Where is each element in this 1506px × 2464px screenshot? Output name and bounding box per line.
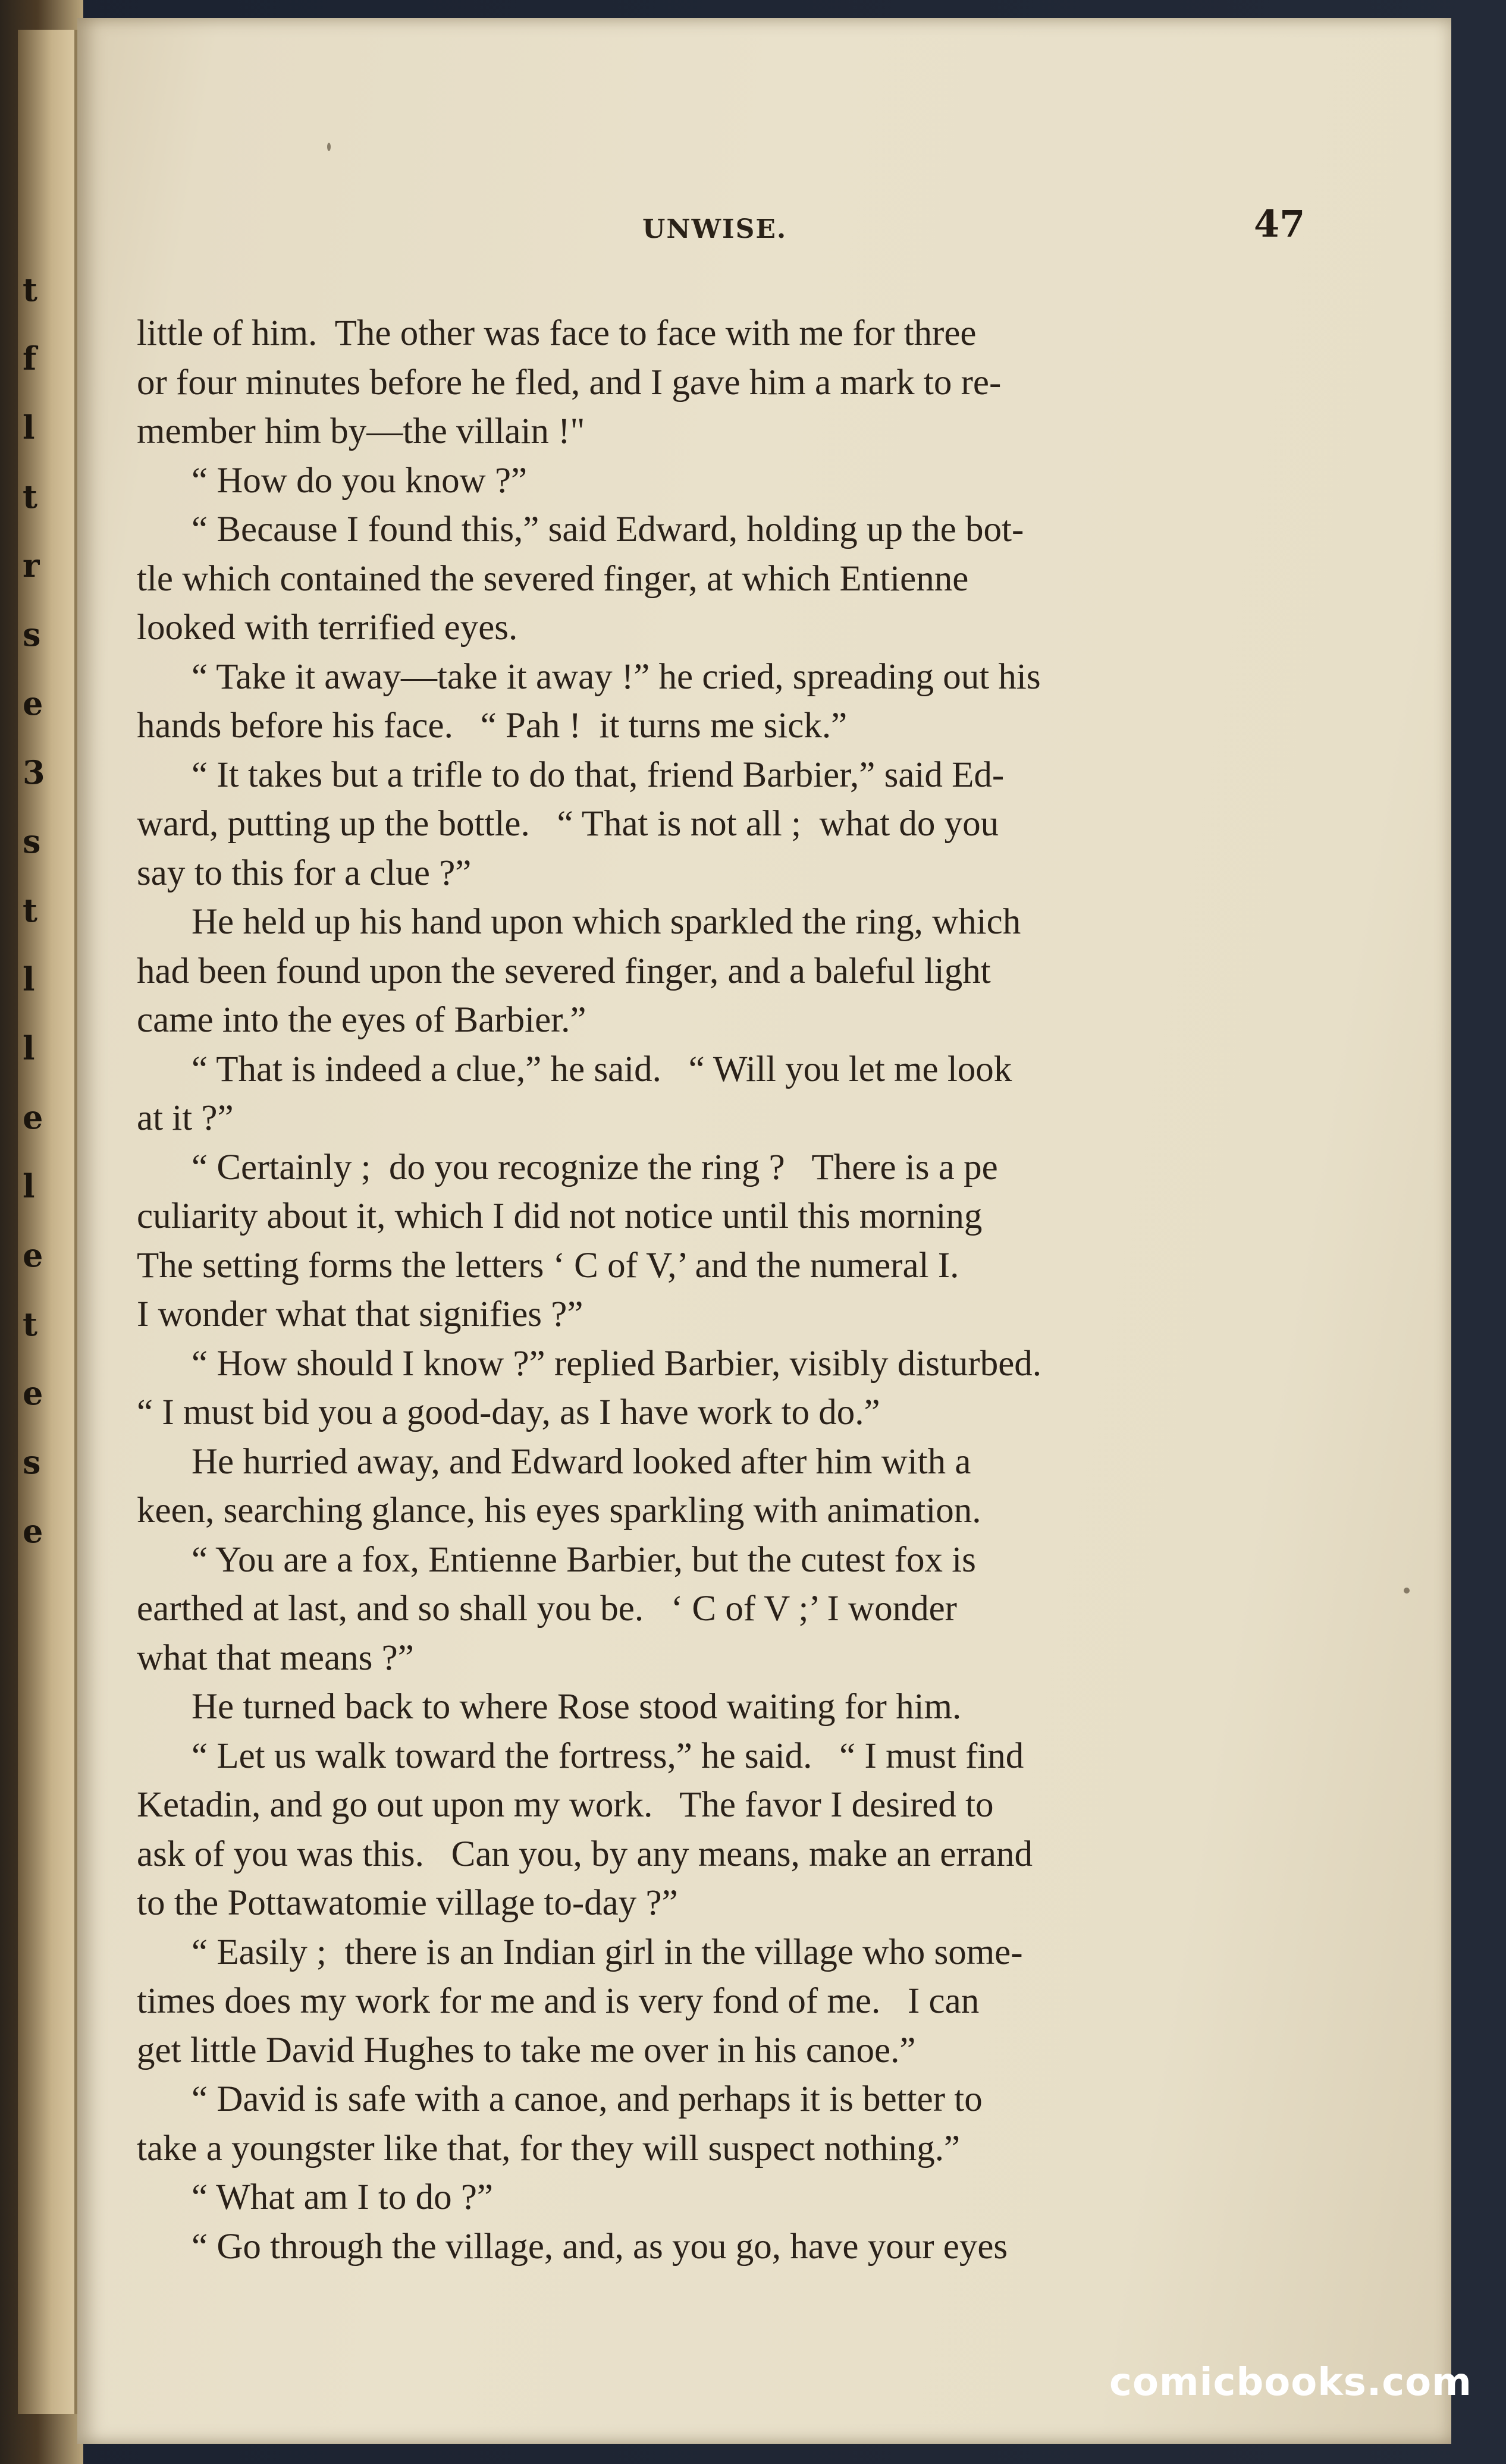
facing-page-glyph: s — [23, 1443, 41, 1481]
text-line: came into the eyes of Barbier.” — [137, 1000, 586, 1040]
facing-page-glyph: l — [23, 1029, 35, 1067]
text-line: at it ?” — [137, 1098, 234, 1138]
text-line: I wonder what that signifies ?” — [137, 1294, 583, 1334]
running-head — [77, 202, 1451, 256]
text-line: member him by—the villain !" — [137, 411, 585, 451]
facing-page-glyph: l — [23, 1167, 35, 1205]
facing-page-glyph: r — [23, 546, 40, 584]
text-line: take a youngster like that, for they will suspect nothing.” — [137, 2128, 961, 2168]
text-line: say to this for a clue ?” — [137, 853, 472, 893]
facing-page-glyph: e — [23, 1374, 43, 1412]
text-line: “ What am I to do ?” — [192, 2177, 494, 2217]
facing-page-glyph: s — [23, 615, 41, 653]
text-line: tle which contained the severed finger, at which Entienne — [137, 558, 969, 599]
text-line: “ Certainly ; do you recognize the ring ? There is a pe — [192, 1147, 998, 1187]
text-line: “ You are a fox, Entienne Barbier, but the cutest fox is — [192, 1539, 976, 1580]
text-line: culiarity about it, which I did not notice until this morning — [137, 1196, 983, 1236]
facing-page-glyph: t — [23, 1305, 37, 1343]
facing-page-glyph: t — [23, 891, 37, 929]
facing-page-glyph: l — [23, 408, 35, 447]
ink-speck — [1404, 1588, 1410, 1594]
text-line: He turned back to where Rose stood waiting for him. — [192, 1687, 962, 1727]
facing-page-glyph: s — [23, 822, 41, 860]
watermark: comicbooks.com — [1109, 2361, 1472, 2405]
facing-page-glyph: e — [23, 1512, 43, 1550]
text-line: keen, searching glance, his eyes sparkling with animation. — [137, 1491, 981, 1530]
text-line: looked with terrified eyes. — [137, 608, 518, 648]
text-line: times does my work for me and is very fond of me. I can — [137, 1981, 980, 2021]
text-line: “ Because I found this,” said Edward, holding up the bot- — [192, 510, 1024, 549]
facing-page-glyph: 3 — [23, 753, 45, 791]
text-line: ask of you was this. Can you, by any means, make an errand — [137, 1834, 1033, 1874]
text-line: “ Easily ; there is an Indian girl in the village who some- — [192, 1932, 1023, 1972]
facing-page-glyph: e — [23, 1236, 43, 1274]
text-line: what that means ?” — [137, 1638, 414, 1678]
body-text — [137, 309, 1380, 2271]
text-line: had been found upon the severed finger, and a baleful light — [137, 951, 991, 991]
text-line: “ How do you know ?” — [192, 460, 528, 501]
text-line: Ketadin, and go out upon my work. The favor I desired to — [137, 1785, 994, 1825]
ink-speck — [327, 143, 331, 151]
facing-page-glyph: e — [23, 1098, 43, 1136]
text-line: He held up his hand upon which sparkled the ring, which — [192, 902, 1021, 942]
page-number: 47 — [1254, 202, 1306, 246]
text-line: He hurried away, and Edward looked after him with a — [192, 1441, 971, 1482]
text-line: The setting forms the letters ‘ C of V,’ and the numeral I. — [137, 1245, 959, 1286]
text-line: “ David is safe with a canoe, and perhaps it is better to — [192, 2079, 983, 2119]
text-line: earthed at last, and so shall you be. ‘ C of V ;’ I wonder — [137, 1589, 957, 1629]
facing-page-edge — [18, 30, 78, 2414]
text-line: hands before his face. “ Pah ! it turns me sick.” — [137, 706, 848, 746]
facing-page-glyph: l — [23, 960, 35, 998]
text-line: “ Go through the village, and, as you go, have your eyes — [192, 2226, 1008, 2267]
running-title: UNWISE. — [642, 214, 787, 244]
facing-page-glyph: t — [23, 271, 37, 309]
text-line: “ It takes but a trifle to do that, friend Barbier,” said Ed- — [192, 755, 1005, 795]
text-line: ward, putting up the bottle. “ That is not all ; what do you — [137, 804, 999, 844]
text-line: “ Let us walk toward the fortress,” he said. “ I must find — [192, 1736, 1024, 1776]
text-line: get little David Hughes to take me over in his canoe.” — [137, 2030, 916, 2070]
text-line: “ I must bid you a good-day, as I have work to do.” — [137, 1393, 880, 1432]
text-line: little of him. The other was face to face with me for three — [137, 313, 977, 353]
text-line: “ How should I know ?” replied Barbier, visibly disturbed. — [192, 1343, 1042, 1384]
text-line: or four minutes before he fled, and I gave him a mark to re- — [137, 362, 1002, 403]
book-page — [77, 18, 1451, 2444]
facing-page-glyph: t — [23, 477, 37, 516]
text-line: “ That is indeed a clue,” he said. “ Will you let me look — [192, 1049, 1012, 1089]
text-line: to the Pottawatomie village to-day ?” — [137, 1883, 678, 1923]
facing-page-glyph: e — [23, 684, 43, 722]
facing-page-letter-fragments — [23, 271, 46, 1584]
text-line: “ Take it away—take it away !” he cried, spreading out his — [192, 656, 1041, 697]
facing-page-glyph: f — [23, 340, 37, 378]
